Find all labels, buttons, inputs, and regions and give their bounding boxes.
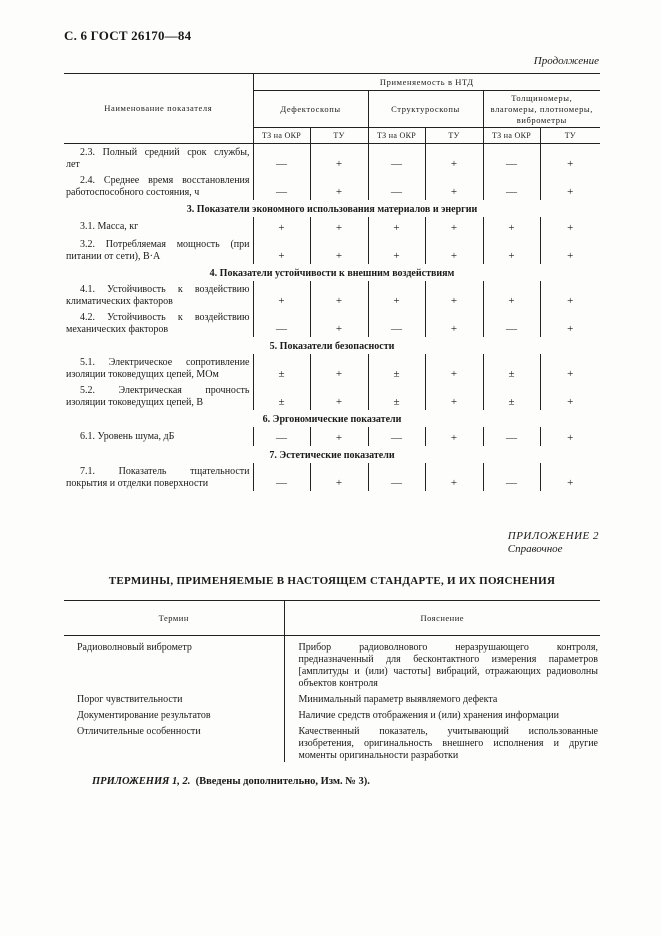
- applicability-value: +: [368, 236, 425, 264]
- applicability-value: —: [253, 427, 310, 446]
- applicability-value: +: [425, 144, 483, 173]
- section-title: 4. Показатели устойчивости к внешним воздействиям: [209, 268, 455, 279]
- applicability-value: —: [483, 172, 540, 200]
- term-explanation-line: [амплитуды и (или) частоты] вибраций, отражающих радиоволны: [298, 666, 598, 677]
- indicator-name-line: 5.1. Электрическое сопротивление: [80, 356, 250, 368]
- indicator-name: [64, 309, 253, 337]
- applicability-value: +: [540, 217, 600, 236]
- applicability-value: +: [310, 281, 368, 309]
- applicability-value: +: [540, 427, 600, 446]
- applicability-value: +: [253, 281, 310, 309]
- applicability-value: —: [368, 144, 425, 173]
- subheader-tu: ТУ: [310, 128, 368, 144]
- indicator-name-line: изоляции токоведущих цепей, В: [66, 396, 204, 408]
- indicator-name-line: лет: [66, 158, 80, 170]
- applicability-value: +: [540, 172, 600, 200]
- table-row: [64, 236, 600, 264]
- applicability-value: +: [540, 236, 600, 264]
- applicability-value: ±: [368, 354, 425, 382]
- applicability-value: ±: [483, 382, 540, 410]
- applicability-value: +: [483, 236, 540, 264]
- terms-title: ТЕРМИНЫ, ПРИМЕНЯЕМЫЕ В НАСТОЯЩЕМ СТАНДАРТЕ, И ИХ ПОЯСНЕНИЯ: [108, 575, 556, 587]
- section-title: 6. Эргономические показатели: [262, 414, 402, 425]
- table-row: [64, 172, 600, 200]
- applicability-table: [64, 73, 600, 491]
- applicability-value: —: [483, 309, 540, 337]
- indicator-name-line: 4.2. Устойчивость к воздействию: [80, 311, 250, 323]
- applicability-value: +: [425, 309, 483, 337]
- terms-table: [64, 600, 600, 762]
- section-row: [64, 200, 600, 217]
- applicability-value: +: [540, 144, 600, 173]
- indicator-name: [64, 236, 253, 264]
- subheader-tu: ТУ: [425, 128, 483, 144]
- applicability-value: —: [483, 427, 540, 446]
- applicability-value: +: [310, 427, 368, 446]
- table-row: [64, 427, 600, 446]
- applicability-value: +: [368, 281, 425, 309]
- applicability-value: +: [253, 236, 310, 264]
- applicability-value: +: [425, 463, 483, 491]
- applicability-value: ±: [253, 354, 310, 382]
- indicator-name-line: питании от сети), В·А: [66, 250, 161, 262]
- table-row: [64, 354, 600, 382]
- applicability-value: +: [425, 281, 483, 309]
- applicability-value: +: [310, 172, 368, 200]
- indicator-name-line: покрытия и отделки поверхности: [66, 477, 209, 489]
- applicability-value: +: [483, 217, 540, 236]
- indicator-name-line: климатических факторов: [66, 295, 173, 307]
- applicability-value: —: [483, 144, 540, 173]
- section-title: 5. Показатели безопасности: [269, 341, 395, 352]
- term-explanation-line: изобретения, оригинальность внешнего исполнения и другие: [298, 738, 598, 749]
- subheader-tz: ТЗ на ОКР: [483, 128, 540, 144]
- term-explanation-line: моменты оригинальности разработки: [298, 750, 459, 761]
- applicability-value: +: [540, 382, 600, 410]
- applicability-value: ±: [253, 382, 310, 410]
- table-row: [64, 463, 600, 491]
- section-row: [64, 264, 600, 281]
- indicator-name-line: 3.2. Потребляемая мощность (при: [80, 238, 250, 250]
- section-row: [64, 446, 600, 463]
- indicator-name: [64, 463, 253, 491]
- term-row: [64, 690, 600, 706]
- section-title: 3. Показатели экономного использования материалов и энергии: [186, 204, 478, 215]
- applicability-value: +: [425, 382, 483, 410]
- term-name: Радиоволновый виброметр: [77, 642, 192, 653]
- applicability-value: +: [310, 309, 368, 337]
- indicator-name: [64, 172, 253, 200]
- continuation-label: Продолжение: [533, 55, 599, 67]
- section-row: [64, 410, 600, 427]
- applicability-value: —: [253, 309, 310, 337]
- applicability-value: ±: [483, 354, 540, 382]
- term-row: [64, 706, 600, 722]
- appendix-type: Справочное: [507, 543, 563, 555]
- col-header-term: Термин: [64, 601, 284, 636]
- applicability-value: +: [483, 281, 540, 309]
- amendment-note: [92, 776, 370, 787]
- applicability-value: +: [310, 354, 368, 382]
- term-explanation-line: предназначенный для бесконтактного измерения параметров: [298, 654, 598, 665]
- section-row: [64, 337, 600, 354]
- indicator-name: [64, 144, 253, 173]
- applicability-value: +: [540, 463, 600, 491]
- group-header-defectoscopes: Дефектоскопы: [253, 91, 368, 128]
- indicator-name: [64, 281, 253, 309]
- applicability-value: +: [310, 382, 368, 410]
- col-header-applicability: Применяемость в НТД: [253, 74, 600, 91]
- indicator-name-line: 5.2. Электрическая прочность: [80, 384, 250, 396]
- term-explanation: [284, 722, 600, 762]
- applicability-value: +: [425, 217, 483, 236]
- applicability-value: +: [540, 354, 600, 382]
- term-explanation-line: Минимальный параметр выявляемого дефекта: [298, 694, 498, 705]
- indicator-name: [64, 382, 253, 410]
- term-explanation-line: Качественный показатель, учитывающий использованные: [298, 726, 598, 737]
- indicator-name-line: изоляции токоведущих цепей, МОм: [66, 368, 219, 380]
- applicability-value: +: [425, 236, 483, 264]
- term-explanation-line: объектов контроля: [298, 678, 378, 689]
- applicability-value: ±: [368, 382, 425, 410]
- table-row: [64, 144, 600, 173]
- indicator-name-line: 3.1. Масса, кг: [80, 221, 139, 232]
- indicator-name: [64, 427, 253, 446]
- applicability-value: +: [368, 217, 425, 236]
- page-header: С. 6 ГОСТ 26170—84: [64, 28, 192, 43]
- term-name: Документирование результатов: [77, 710, 211, 721]
- indicator-name-line: 2.3. Полный средний срок службы,: [80, 146, 250, 158]
- col-header-name: Наименование показателя: [64, 74, 253, 144]
- indicator-name-line: механических факторов: [66, 323, 169, 335]
- applicability-value: +: [425, 354, 483, 382]
- table-row: [64, 309, 600, 337]
- applicability-value: —: [253, 463, 310, 491]
- term-name: Отличительные особенности: [77, 726, 201, 737]
- indicator-name-line: 7.1. Показатель тщательности: [80, 465, 250, 477]
- applicability-value: +: [310, 144, 368, 173]
- term-row: [64, 636, 600, 691]
- appendix-label: [508, 530, 599, 556]
- indicator-name: [64, 217, 253, 236]
- term-explanation-line: Наличие средств отображения и (или) хранения информации: [298, 710, 559, 721]
- term-explanation: [284, 636, 600, 691]
- indicator-name: [64, 354, 253, 382]
- subheader-tu: ТУ: [540, 128, 600, 144]
- applicability-value: —: [253, 172, 310, 200]
- applicability-value: —: [368, 309, 425, 337]
- applicability-value: +: [540, 309, 600, 337]
- col-header-explanation: Пояснение: [284, 601, 600, 636]
- group-header-structuroscopes: Структуроскопы: [368, 91, 483, 128]
- group-header-thickness-gauges: Толщиномеры, влагомеры, плотномеры, виброметры: [483, 91, 600, 128]
- applicability-value: +: [310, 463, 368, 491]
- applicability-value: +: [253, 217, 310, 236]
- applicability-value: —: [253, 144, 310, 173]
- term-explanation-line: Прибор радиоволнового неразрушающего контроля,: [298, 642, 598, 653]
- term-name: Порог чувствительности: [77, 694, 183, 705]
- applicability-value: +: [540, 281, 600, 309]
- applicability-value: —: [368, 463, 425, 491]
- amendment-note-text: (Введены дополнительно, Изм. № 3).: [190, 776, 370, 787]
- table-row: [64, 217, 600, 236]
- applicability-value: —: [483, 463, 540, 491]
- applicability-value: +: [425, 172, 483, 200]
- table-row: [64, 281, 600, 309]
- applicability-value: +: [310, 236, 368, 264]
- amendment-note-prefix: ПРИЛОЖЕНИЯ 1, 2.: [92, 776, 191, 787]
- applicability-value: —: [368, 427, 425, 446]
- table-row: [64, 382, 600, 410]
- subheader-tz: ТЗ на ОКР: [368, 128, 425, 144]
- indicator-name-line: 2.4. Среднее время восстановления: [80, 174, 250, 186]
- applicability-value: +: [310, 217, 368, 236]
- term-explanation: [284, 690, 600, 706]
- subheader-tz: ТЗ на ОКР: [253, 128, 310, 144]
- term-row: [64, 722, 600, 762]
- section-title: 7. Эстетические показатели: [269, 450, 395, 461]
- appendix-number: ПРИЛОЖЕНИЕ 2: [507, 530, 599, 542]
- indicator-name-line: 6.1. Уровень шума, дБ: [80, 431, 175, 442]
- applicability-value: —: [368, 172, 425, 200]
- applicability-value: +: [425, 427, 483, 446]
- term-explanation: [284, 706, 600, 722]
- indicator-name-line: 4.1. Устойчивость к воздействию: [80, 283, 250, 295]
- indicator-name-line: работоспособного состояния, ч: [66, 186, 200, 198]
